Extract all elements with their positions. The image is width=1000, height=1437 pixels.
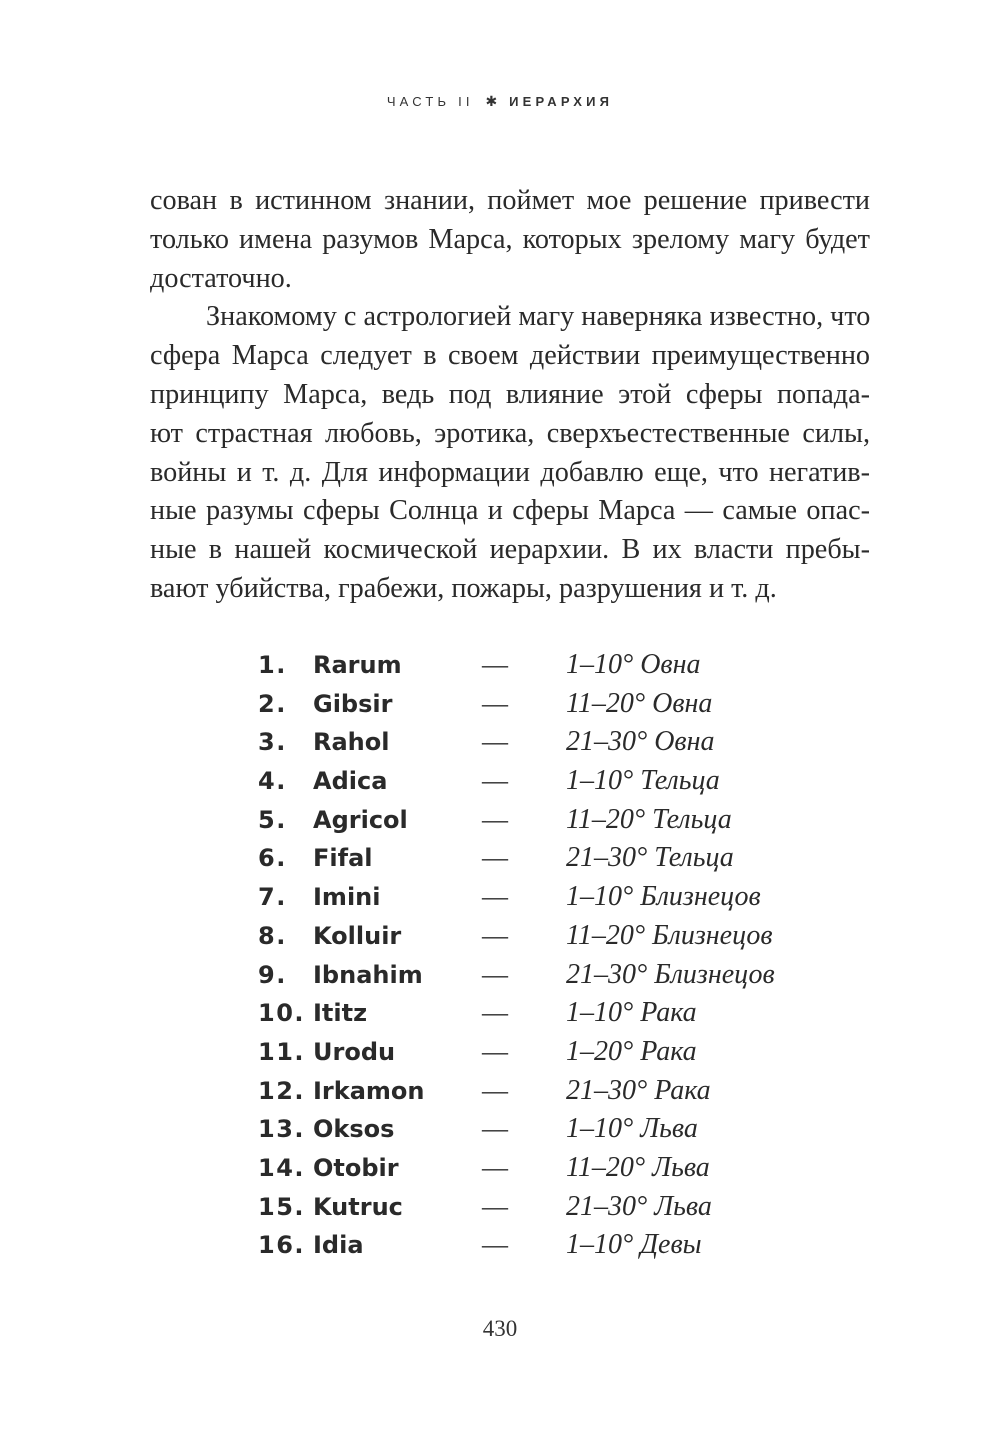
list-item bbox=[258, 646, 818, 685]
list-item bbox=[258, 956, 818, 995]
item-dash: — bbox=[482, 688, 508, 718]
item-number: 8. bbox=[258, 921, 287, 950]
chapter-title: ИЕРАРХИЯ bbox=[509, 94, 614, 109]
text-line: только имена разумов Марса, которых зрелому магу будет bbox=[150, 223, 870, 255]
item-number: 7. bbox=[258, 883, 287, 912]
item-range: 11–20° Овна bbox=[566, 687, 713, 719]
item-name: Oksos bbox=[313, 1115, 395, 1144]
item-dash: — bbox=[482, 1036, 508, 1066]
list-item bbox=[258, 917, 818, 956]
text-line: Знакомому с астрологией магу наверняка известно, что bbox=[206, 301, 871, 333]
list-item bbox=[258, 685, 818, 724]
running-head bbox=[0, 93, 1000, 110]
item-range: 11–20° Близнецов bbox=[566, 919, 773, 951]
item-range: 1–10° Девы bbox=[566, 1229, 702, 1261]
item-range: 21–30° Овна bbox=[566, 726, 715, 758]
item-number: 4. bbox=[258, 767, 287, 796]
text-line: войны и т. д. Для информации добавлю еще, что негатив- bbox=[150, 456, 870, 488]
item-dash: — bbox=[482, 959, 508, 989]
item-number: 13. bbox=[258, 1115, 306, 1144]
item-number: 6. bbox=[258, 844, 287, 873]
page-number: 430 bbox=[482, 1316, 518, 1341]
item-dash: — bbox=[482, 920, 508, 950]
item-range: 21–30° Рака bbox=[566, 1074, 711, 1106]
item-number: 3. bbox=[258, 728, 287, 757]
item-name: Kutruc bbox=[313, 1192, 403, 1221]
item-range: 11–20° Льва bbox=[566, 1151, 710, 1183]
item-dash: — bbox=[482, 998, 508, 1028]
paragraph-1 bbox=[150, 182, 870, 298]
body-text bbox=[150, 182, 870, 609]
list-item bbox=[258, 801, 818, 840]
item-name: Adica bbox=[313, 767, 388, 796]
item-range: 21–30° Близнецов bbox=[566, 958, 775, 990]
text-line: вают убийства, грабежи, пожары, разрушения и т. д. bbox=[150, 572, 777, 604]
list-item bbox=[258, 1149, 818, 1188]
part-title: ЧАСТЬ II bbox=[386, 94, 474, 109]
text-line: сован в истинном знании, поймет мое решение привести bbox=[150, 185, 870, 216]
item-name: Agricol bbox=[313, 805, 408, 834]
item-name: Ibnahim bbox=[313, 960, 423, 989]
item-dash: — bbox=[482, 1230, 508, 1260]
item-number: 11. bbox=[258, 1037, 306, 1066]
item-number: 5. bbox=[258, 805, 287, 834]
item-number: 15. bbox=[258, 1192, 306, 1221]
text-line: достаточно. bbox=[150, 262, 292, 294]
item-dash: — bbox=[482, 804, 508, 834]
spirits-list bbox=[258, 646, 818, 1265]
item-name: Rarum bbox=[313, 651, 402, 679]
item-name: Fifal bbox=[313, 844, 373, 873]
item-dash: — bbox=[482, 766, 508, 796]
item-number: 14. bbox=[258, 1153, 306, 1182]
list-item bbox=[258, 878, 818, 917]
item-name: Idia bbox=[313, 1231, 364, 1260]
item-name: Urodu bbox=[313, 1037, 396, 1066]
item-dash: — bbox=[482, 727, 508, 757]
item-number: 9. bbox=[258, 960, 287, 989]
item-range: 1–10° Рака bbox=[566, 997, 697, 1029]
item-range: 1–10° Близнецов bbox=[566, 881, 761, 913]
item-dash: — bbox=[482, 843, 508, 873]
list-item bbox=[258, 994, 818, 1033]
list-item bbox=[258, 1110, 818, 1149]
text-line: ют страстная любовь, эротика, сверхъестественные силы, bbox=[150, 417, 870, 449]
item-dash: — bbox=[482, 882, 508, 912]
item-dash: — bbox=[482, 1114, 508, 1144]
text-line: ные в нашей космической иерархии. В их власти пребы- bbox=[150, 534, 870, 566]
item-name: Kolluir bbox=[313, 921, 402, 950]
item-number: 12. bbox=[258, 1076, 306, 1105]
item-name: Rahol bbox=[313, 728, 390, 757]
item-name: Irkamon bbox=[313, 1076, 425, 1105]
text-line: принципу Марса, ведь под влияние этой сферы попада- bbox=[150, 378, 870, 410]
asterisk-icon: ✱ bbox=[485, 93, 498, 109]
item-range: 1–10° Льва bbox=[566, 1113, 698, 1145]
item-range: 21–30° Льва bbox=[566, 1190, 712, 1222]
list-item bbox=[258, 1033, 818, 1072]
list-item bbox=[258, 839, 818, 878]
item-range: 1–10° Тельца bbox=[566, 765, 720, 797]
item-dash: — bbox=[482, 1152, 508, 1182]
item-name: Imini bbox=[313, 883, 381, 912]
item-dash: — bbox=[482, 650, 508, 679]
item-number: 10. bbox=[258, 999, 306, 1028]
list-item bbox=[258, 1226, 818, 1265]
item-name: Gibsir bbox=[313, 689, 393, 718]
item-name: Ititz bbox=[313, 999, 368, 1028]
item-range: 1–20° Рака bbox=[566, 1035, 697, 1067]
list-item bbox=[258, 1188, 818, 1227]
item-number: 1. bbox=[258, 651, 287, 679]
list-item bbox=[258, 1072, 818, 1111]
item-number: 16. bbox=[258, 1231, 306, 1260]
text-line: сфера Марса следует в своем действии преимущественно bbox=[150, 340, 870, 372]
item-range: 1–10° Овна bbox=[566, 649, 701, 680]
item-range: 21–30° Тельца bbox=[566, 842, 734, 874]
list-item bbox=[258, 762, 818, 801]
list-item bbox=[258, 723, 818, 762]
item-dash: — bbox=[482, 1075, 508, 1105]
text-line: ные разумы сферы Солнца и сферы Марса — самые опас- bbox=[150, 495, 870, 527]
item-number: 2. bbox=[258, 689, 287, 718]
item-dash: — bbox=[482, 1191, 508, 1221]
paragraph-2 bbox=[150, 298, 870, 608]
item-name: Otobir bbox=[313, 1153, 399, 1182]
item-range: 11–20° Тельца bbox=[566, 803, 732, 835]
